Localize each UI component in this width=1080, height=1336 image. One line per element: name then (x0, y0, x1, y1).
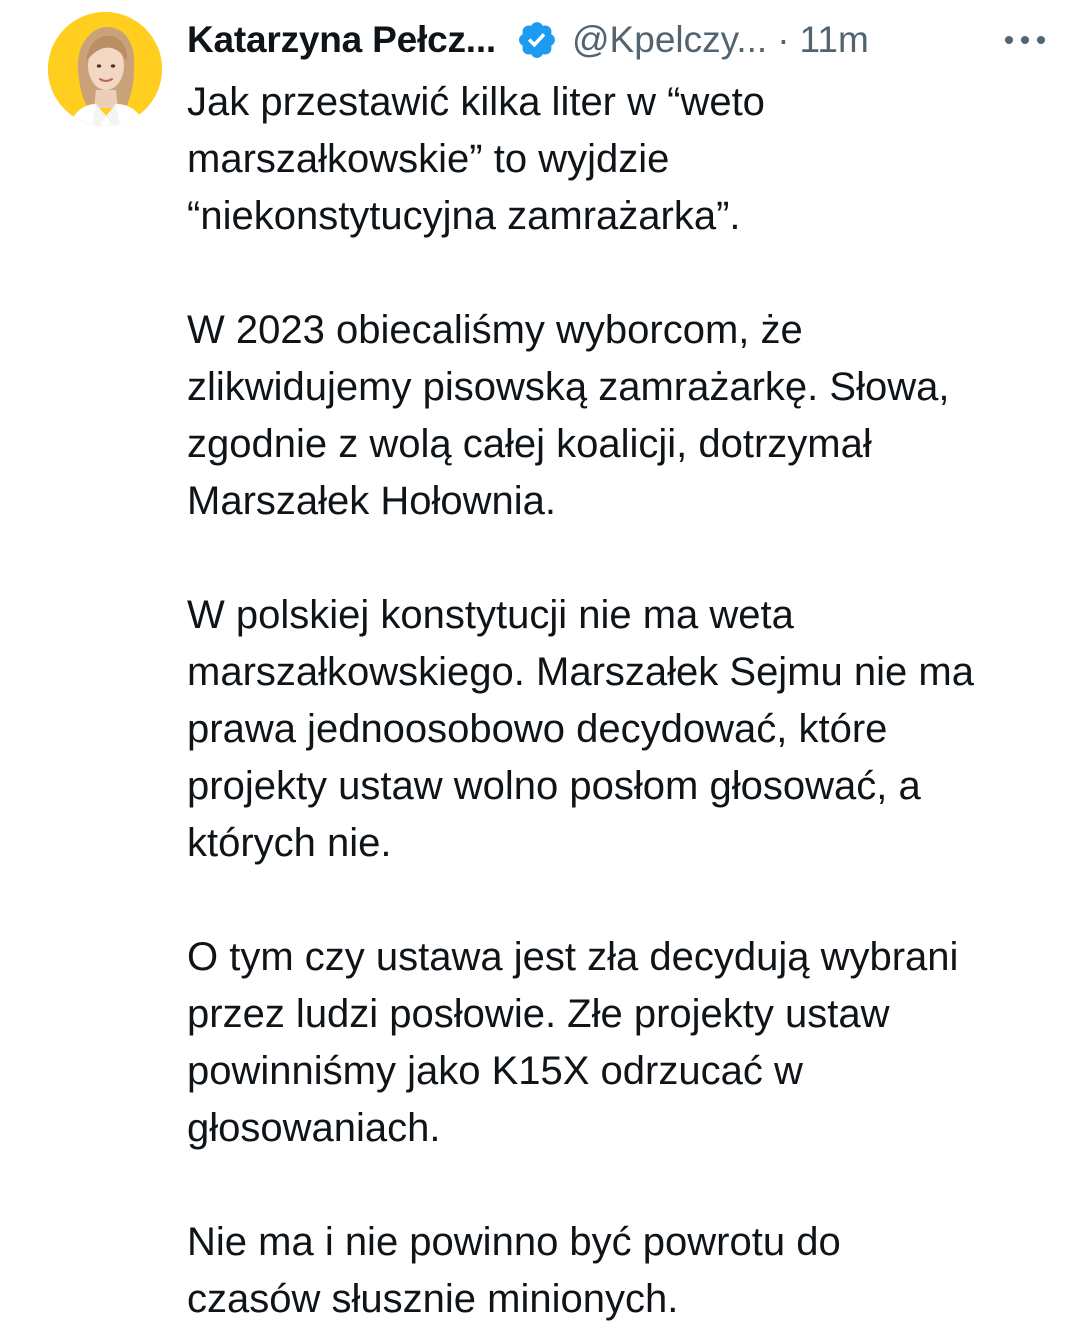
text-line: O tym czy ustawa jest zła decydują wybrani (187, 935, 959, 979)
text-line: których nie. (187, 821, 392, 865)
user-avatar-icon (48, 12, 162, 126)
text-line: prawa jednoosobowo decydować, które (187, 707, 888, 751)
text-line: zgodnie z wolą całej koalicji, dotrzymał (187, 422, 872, 466)
author-handle[interactable]: @Kpelczy... (572, 19, 768, 60)
tweet-paragraph (187, 929, 1057, 1157)
tweet-text (187, 74, 1057, 1328)
tweet-paragraph (187, 587, 1057, 872)
verified-badge-icon[interactable] (516, 19, 558, 61)
text-line: czasów słusznie minionych. (187, 1277, 679, 1321)
text-line: Nie ma i nie powinno być powrotu do (187, 1220, 841, 1264)
tweet-paragraph (187, 74, 1057, 245)
text-line: W polskiej konstytucji nie ma weta (187, 593, 794, 637)
text-line: W 2023 obiecaliśmy wyborcom, że (187, 308, 803, 352)
text-line: marszałkowskiego. Marszałek Sejmu nie ma (187, 650, 974, 694)
text-line: głosowaniach. (187, 1106, 441, 1150)
avatar[interactable] (48, 12, 162, 126)
more-options-icon[interactable] (1003, 14, 1047, 66)
tweet-paragraph (187, 1214, 1057, 1328)
separator-dot: · (777, 19, 790, 60)
text-line: marszałkowskie” to wyjdzie (187, 137, 670, 181)
text-line: powinniśmy jako K15X odrzucać w (187, 1049, 803, 1093)
tweet-paragraph (187, 302, 1057, 530)
text-line: zlikwidujemy pisowską zamrażarkę. Słowa, (187, 365, 950, 409)
text-line: przez ludzi posłowie. Złe projekty ustaw (187, 992, 890, 1036)
text-line: “niekonstytucyjna zamrażarka”. (187, 194, 741, 238)
timestamp[interactable]: 11m (799, 19, 869, 60)
tweet-header (187, 14, 1047, 66)
text-line: Jak przestawić kilka liter w “weto (187, 80, 765, 124)
text-line: projekty ustaw wolno posłom głosować, a (187, 764, 921, 808)
display-name[interactable]: Katarzyna Pełcz... (187, 19, 496, 60)
text-line: Marszałek Hołownia. (187, 479, 557, 523)
